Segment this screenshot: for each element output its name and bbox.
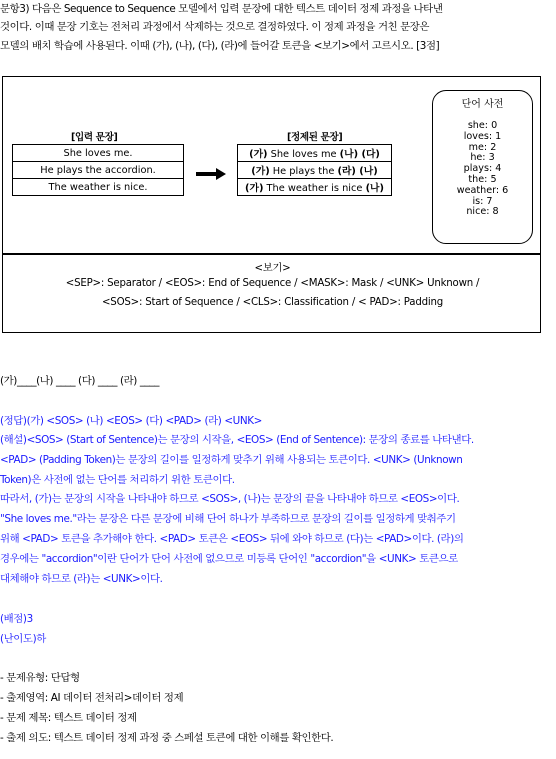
input-sentences-table [12,144,184,196]
input-sentence: The weather is nice. [13,179,184,196]
refined-sentence [238,145,392,162]
bogi-title: <보기> [254,263,291,274]
word-dictionary [432,90,533,244]
refined-text: He plays the [269,166,338,177]
dictionary-title: 단어 사전 [461,99,504,110]
solution-line: (해설)<SOS> (Start of Sentence)는 문장의 시작을, <EOS> (End of Sentence): 문장의 종료를 나타낸다. [0,434,474,446]
blank-marks: (나) (다) [339,149,380,160]
blank-ga: (가) [251,166,270,177]
solution-line: 경우에는 "accordion"이란 단어가 단어 사전에 없으므로 미등록 단어인 "accordion"을 <UNK> 토큰으로 [0,553,458,565]
input-sentence: She loves me. [13,145,184,162]
question-line-1: 문항3) 다음은 Sequence to Sequence 모델에서 입력 문장에 대한 텍스트 데이터 정제 과정을 나타낸 [0,3,443,15]
score-text: (배점)3 [0,613,33,625]
bogi-box [2,254,541,333]
dictionary-entry: nice: 8 [466,206,499,218]
difficulty-text: (난이도)하 [0,633,46,645]
meta-bullet: - 출제영역: AI 데이터 전처리>데이터 정제 [0,692,184,704]
blank-ga: (가) [249,149,268,160]
dictionary-entry: the: 5 [468,173,497,185]
dictionary-entry: me: 2 [468,141,497,153]
solution-line: 따라서, (가)는 문장의 시작을 나타내야 하므로 <SOS>, (나)는 문장의 끝을 나타내야 하므로 <EOS>이다. [0,493,460,505]
solution-line: 위해 <PAD> 토큰을 추가해야 한다. <PAD> 토큰은 <EOS> 뒤에 와야 하므로 (다)는 <PAD>이다. (라)의 [0,533,464,545]
dictionary-entry: weather: 6 [456,184,509,196]
meta-bullet: - 문제 제목: 텍스트 데이터 정제 [0,712,137,724]
refined-text: She loves me [267,149,340,160]
input-sentence: He plays the accordion. [13,162,184,179]
dictionary-entry: loves: 1 [463,130,502,142]
solution-line: (정답)(가) <SOS> (나) <EOS> (다) <PAD> (라) <UNK> [0,415,262,427]
refined-sentence [238,179,392,196]
refined-sentence [238,162,392,179]
solution-line: "She loves me."라는 문장은 다른 문장에 비해 단어 하나가 부족하므로 문장의 길이를 일정하게 맞춰주기 [0,513,456,525]
blank-marks: (라) (나) [337,166,378,177]
dictionary-items [433,121,532,218]
bogi-line-2: <SOS>: Start of Sequence / <CLS>: Classification / < PAD>: Padding [101,297,444,308]
right-arrow-icon [196,168,226,180]
solution-line: Token)은 사전에 없는 단어를 처리하기 위한 토큰이다. [0,474,235,486]
refined-text: The weather is nice [263,183,366,194]
solution-line: 대체해야 하므로 (라)는 <UNK>이다. [0,573,163,585]
blank-ga: (가) [245,183,264,194]
meta-bullet: - 출제 의도: 텍스트 데이터 정제 과정 중 스페셜 토큰에 대한 이해를 확인한다. [0,732,334,744]
dictionary-entry: he: 3 [470,152,495,164]
refined-sentences-table [237,144,392,196]
dictionary-entry: plays: 4 [463,163,502,175]
input-sentences-label: [입력 문장] [71,132,118,143]
question-line-2: 것이다. 이때 문장 기호는 전처리 과정에서 삭제하는 것으로 결정하였다. 이 정제 과정을 거친 문장은 [0,21,430,33]
solution-line: <PAD> (Padding Token)는 문장의 길이를 일정하게 맞추기 위해 사용되는 토큰이다. <UNK> (Unknown [0,454,463,466]
dictionary-entry: is: 7 [472,195,493,207]
dictionary-entry: she: 0 [467,120,498,131]
bogi-line-1: <SEP>: Separator / <EOS>: End of Sequence / <MASK>: Mask / <UNK> Unknown / [65,278,480,289]
answer-blank: (가)____(나) ____ (다) ____ (라) ____ [0,375,160,387]
question-line-3: 모델의 배치 학습에 사용된다. 이때 (가), (나), (다), (라)에 들어갈 토큰을 <보기>에서 고르시오. [3점] [0,40,440,52]
meta-bullet: - 문제유형: 단답형 [0,672,80,684]
refined-sentences-label: [정제된 문장] [287,132,343,143]
blank-marks: (나) [365,183,384,194]
